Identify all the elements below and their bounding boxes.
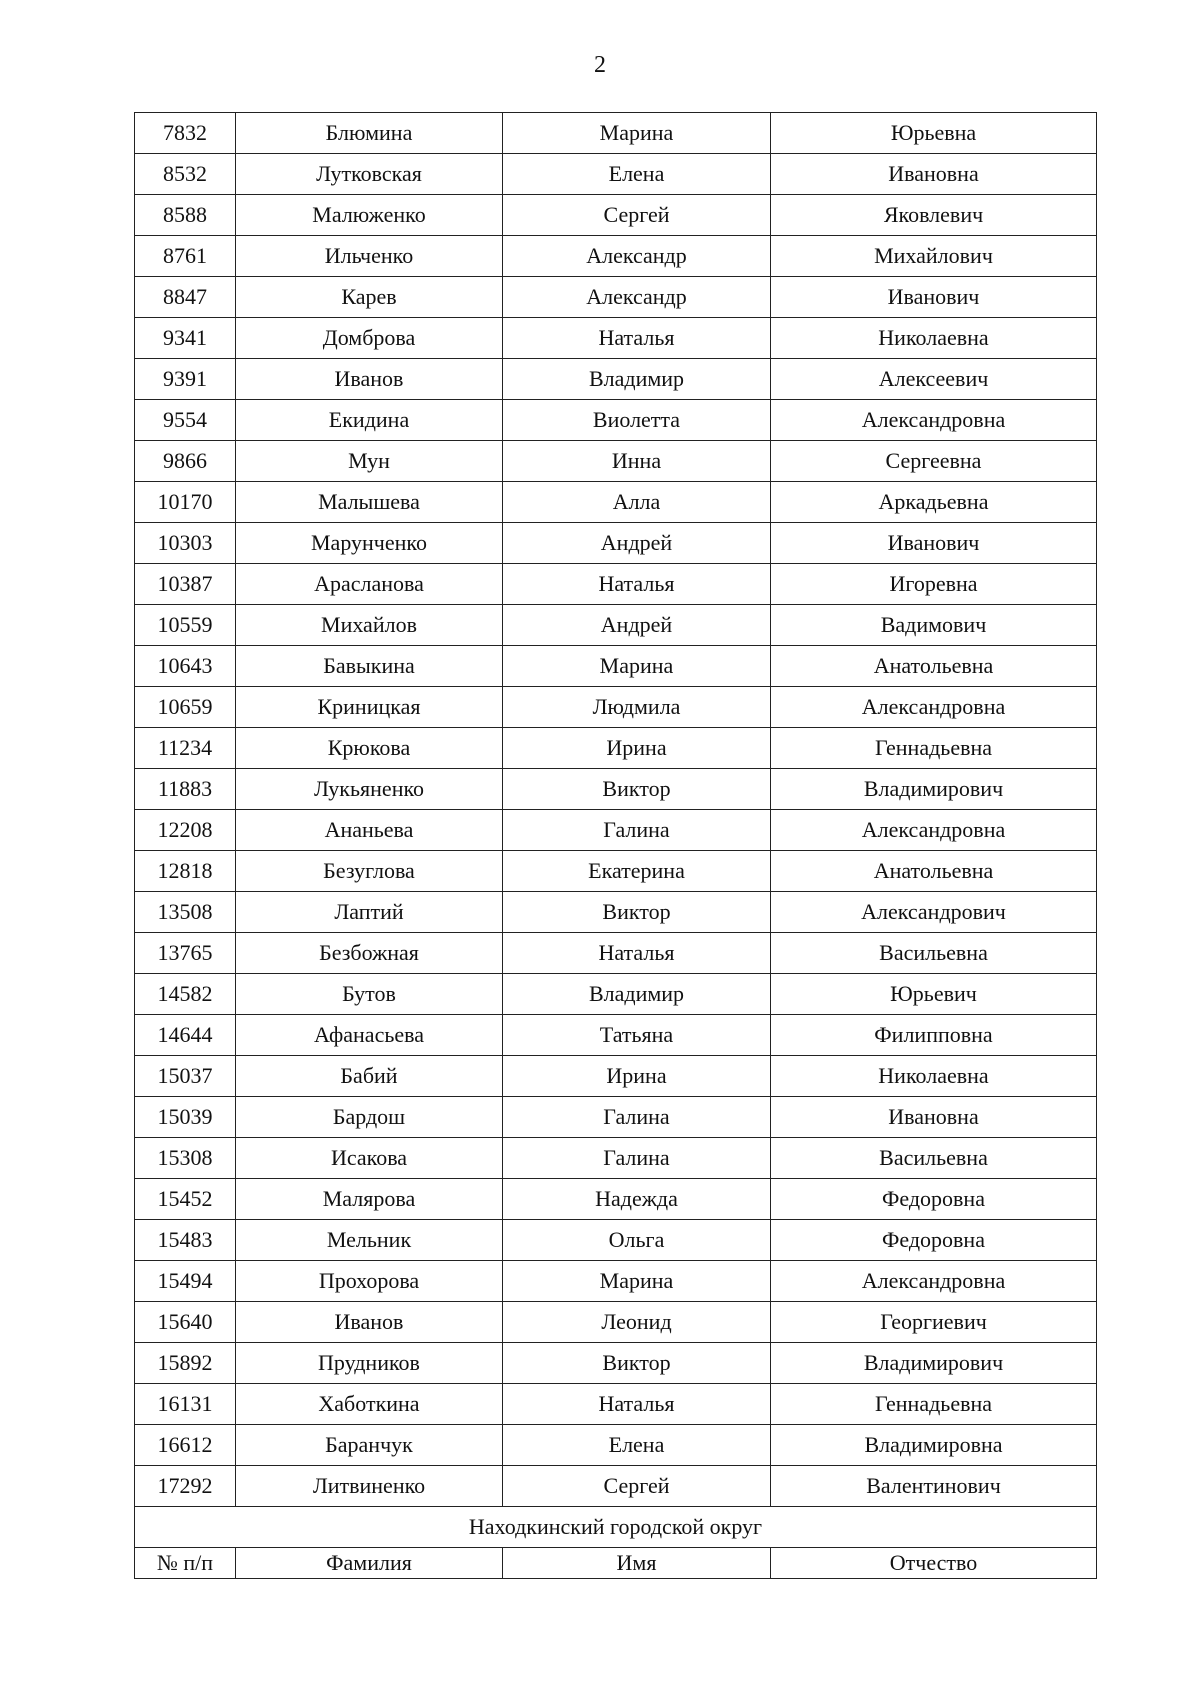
roster-body [135,113,1097,1579]
surname-cell: Ананьева [236,810,503,851]
surname-cell: Домброва [236,318,503,359]
given-name-cell: Виктор [503,769,771,810]
surname-cell: Малюженко [236,195,503,236]
given-name-cell: Татьяна [503,1015,771,1056]
given-name-cell: Галина [503,1097,771,1138]
surname-cell: Лаптий [236,892,503,933]
number-cell: 10387 [135,564,236,605]
patronymic-cell: Вадимович [771,605,1097,646]
table-row [135,933,1097,974]
surname-cell: Афанасьева [236,1015,503,1056]
surname-cell: Безуглова [236,851,503,892]
patronymic-cell: Яковлевич [771,195,1097,236]
patronymic-cell: Васильевна [771,933,1097,974]
given-name-cell: Владимир [503,974,771,1015]
patronymic-cell: Алексеевич [771,359,1097,400]
table-row [135,687,1097,728]
patronymic-cell: Иванович [771,523,1097,564]
surname-cell: Лутковская [236,154,503,195]
number-cell: 13765 [135,933,236,974]
roster-table [134,112,1097,1579]
table-row [135,810,1097,851]
patronymic-cell: Николаевна [771,1056,1097,1097]
patronymic-cell: Александровна [771,810,1097,851]
table-row [135,1097,1097,1138]
surname-cell: Михайлов [236,605,503,646]
table-row [135,1138,1097,1179]
number-cell: 9554 [135,400,236,441]
given-name-cell: Алла [503,482,771,523]
surname-cell: Иванов [236,359,503,400]
table-row [135,113,1097,154]
section-title-row [135,1507,1097,1548]
table-row [135,318,1097,359]
table-row [135,892,1097,933]
section-title: Находкинский городской округ [135,1507,1097,1548]
given-name-cell: Ирина [503,1056,771,1097]
table-row [135,523,1097,564]
number-cell: 10659 [135,687,236,728]
table-row [135,1015,1097,1056]
given-name-cell: Елена [503,154,771,195]
number-cell: 9866 [135,441,236,482]
number-cell: 15452 [135,1179,236,1220]
number-cell: 15308 [135,1138,236,1179]
number-cell: 9391 [135,359,236,400]
given-name-cell: Наталья [503,1384,771,1425]
table-row [135,482,1097,523]
given-name-cell: Виктор [503,1343,771,1384]
given-name-cell: Наталья [503,933,771,974]
patronymic-cell: Николаевна [771,318,1097,359]
given-name-cell: Виолетта [503,400,771,441]
surname-cell: Баранчук [236,1425,503,1466]
table-row [135,1466,1097,1507]
surname-cell: Бабий [236,1056,503,1097]
surname-cell: Литвиненко [236,1466,503,1507]
patronymic-cell: Геннадьевна [771,728,1097,769]
patronymic-cell: Юрьевна [771,113,1097,154]
number-cell: 11883 [135,769,236,810]
number-cell: 15039 [135,1097,236,1138]
number-cell: 16131 [135,1384,236,1425]
surname-cell: Безбожная [236,933,503,974]
table-row [135,646,1097,687]
table-row [135,605,1097,646]
patronymic-cell: Ивановна [771,154,1097,195]
patronymic-cell: Игоревна [771,564,1097,605]
given-name-cell: Марина [503,113,771,154]
given-name-cell: Ольга [503,1220,771,1261]
surname-cell: Хаботкина [236,1384,503,1425]
patronymic-cell: Александрович [771,892,1097,933]
given-name-cell: Сергей [503,195,771,236]
number-cell: 10170 [135,482,236,523]
header-number: № п/п [135,1548,236,1579]
patronymic-cell: Аркадьевна [771,482,1097,523]
given-name-cell: Наталья [503,318,771,359]
number-cell: 8588 [135,195,236,236]
surname-cell: Криницкая [236,687,503,728]
given-name-cell: Владимир [503,359,771,400]
number-cell: 10559 [135,605,236,646]
patronymic-cell: Ивановна [771,1097,1097,1138]
patronymic-cell: Александровна [771,400,1097,441]
patronymic-cell: Филипповна [771,1015,1097,1056]
number-cell: 15037 [135,1056,236,1097]
header-given-name: Имя [503,1548,771,1579]
surname-cell: Иванов [236,1302,503,1343]
surname-cell: Прудников [236,1343,503,1384]
table-row [135,236,1097,277]
number-cell: 15892 [135,1343,236,1384]
patronymic-cell: Георгиевич [771,1302,1097,1343]
given-name-cell: Андрей [503,523,771,564]
given-name-cell: Елена [503,1425,771,1466]
number-cell: 12208 [135,810,236,851]
surname-cell: Екидина [236,400,503,441]
patronymic-cell: Геннадьевна [771,1384,1097,1425]
table-row [135,154,1097,195]
table-row [135,1302,1097,1343]
patronymic-cell: Владимировна [771,1425,1097,1466]
number-cell: 15640 [135,1302,236,1343]
given-name-cell: Ирина [503,728,771,769]
surname-cell: Блюмина [236,113,503,154]
given-name-cell: Леонид [503,1302,771,1343]
given-name-cell: Виктор [503,892,771,933]
surname-cell: Бардош [236,1097,503,1138]
patronymic-cell: Юрьевич [771,974,1097,1015]
surname-cell: Малышева [236,482,503,523]
surname-cell: Бутов [236,974,503,1015]
number-cell: 8761 [135,236,236,277]
number-cell: 7832 [135,113,236,154]
table-row [135,359,1097,400]
table-row [135,1425,1097,1466]
number-cell: 12818 [135,851,236,892]
number-cell: 9341 [135,318,236,359]
surname-cell: Исакова [236,1138,503,1179]
given-name-cell: Надежда [503,1179,771,1220]
number-cell: 15483 [135,1220,236,1261]
surname-cell: Малярова [236,1179,503,1220]
given-name-cell: Инна [503,441,771,482]
patronymic-cell: Васильевна [771,1138,1097,1179]
table-row [135,1220,1097,1261]
patronymic-cell: Сергеевна [771,441,1097,482]
surname-cell: Арасланова [236,564,503,605]
number-cell: 14644 [135,1015,236,1056]
given-name-cell: Сергей [503,1466,771,1507]
number-cell: 17292 [135,1466,236,1507]
surname-cell: Лукьяненко [236,769,503,810]
given-name-cell: Александр [503,236,771,277]
patronymic-cell: Иванович [771,277,1097,318]
number-cell: 15494 [135,1261,236,1302]
number-cell: 14582 [135,974,236,1015]
page-number: 2 [594,52,606,78]
table-row [135,1261,1097,1302]
number-cell: 10643 [135,646,236,687]
patronymic-cell: Федоровна [771,1220,1097,1261]
table-row [135,195,1097,236]
header-patronymic: Отчество [771,1548,1097,1579]
given-name-cell: Андрей [503,605,771,646]
surname-cell: Мельник [236,1220,503,1261]
surname-cell: Мун [236,441,503,482]
surname-cell: Ильченко [236,236,503,277]
number-cell: 16612 [135,1425,236,1466]
given-name-cell: Екатерина [503,851,771,892]
given-name-cell: Галина [503,810,771,851]
table-row [135,441,1097,482]
number-cell: 10303 [135,523,236,564]
table-row [135,769,1097,810]
surname-cell: Крюкова [236,728,503,769]
patronymic-cell: Валентинович [771,1466,1097,1507]
surname-cell: Карев [236,277,503,318]
patronymic-cell: Владимирович [771,769,1097,810]
table-row [135,851,1097,892]
number-cell: 11234 [135,728,236,769]
patronymic-cell: Александровна [771,687,1097,728]
table-row [135,1343,1097,1384]
given-name-cell: Галина [503,1138,771,1179]
given-name-cell: Александр [503,277,771,318]
given-name-cell: Людмила [503,687,771,728]
table-row [135,1056,1097,1097]
table-row [135,564,1097,605]
table-row [135,277,1097,318]
table-row [135,1179,1097,1220]
number-cell: 8532 [135,154,236,195]
table-row [135,400,1097,441]
surname-cell: Бавыкина [236,646,503,687]
table-row [135,974,1097,1015]
given-name-cell: Наталья [503,564,771,605]
patronymic-cell: Александровна [771,1261,1097,1302]
table-row [135,1384,1097,1425]
surname-cell: Прохорова [236,1261,503,1302]
patronymic-cell: Анатольевна [771,646,1097,687]
header-surname: Фамилия [236,1548,503,1579]
patronymic-cell: Михайлович [771,236,1097,277]
given-name-cell: Марина [503,646,771,687]
column-header-row [135,1548,1097,1579]
given-name-cell: Марина [503,1261,771,1302]
table-row [135,728,1097,769]
patronymic-cell: Владимирович [771,1343,1097,1384]
patronymic-cell: Анатольевна [771,851,1097,892]
surname-cell: Марунченко [236,523,503,564]
number-cell: 13508 [135,892,236,933]
patronymic-cell: Федоровна [771,1179,1097,1220]
number-cell: 8847 [135,277,236,318]
